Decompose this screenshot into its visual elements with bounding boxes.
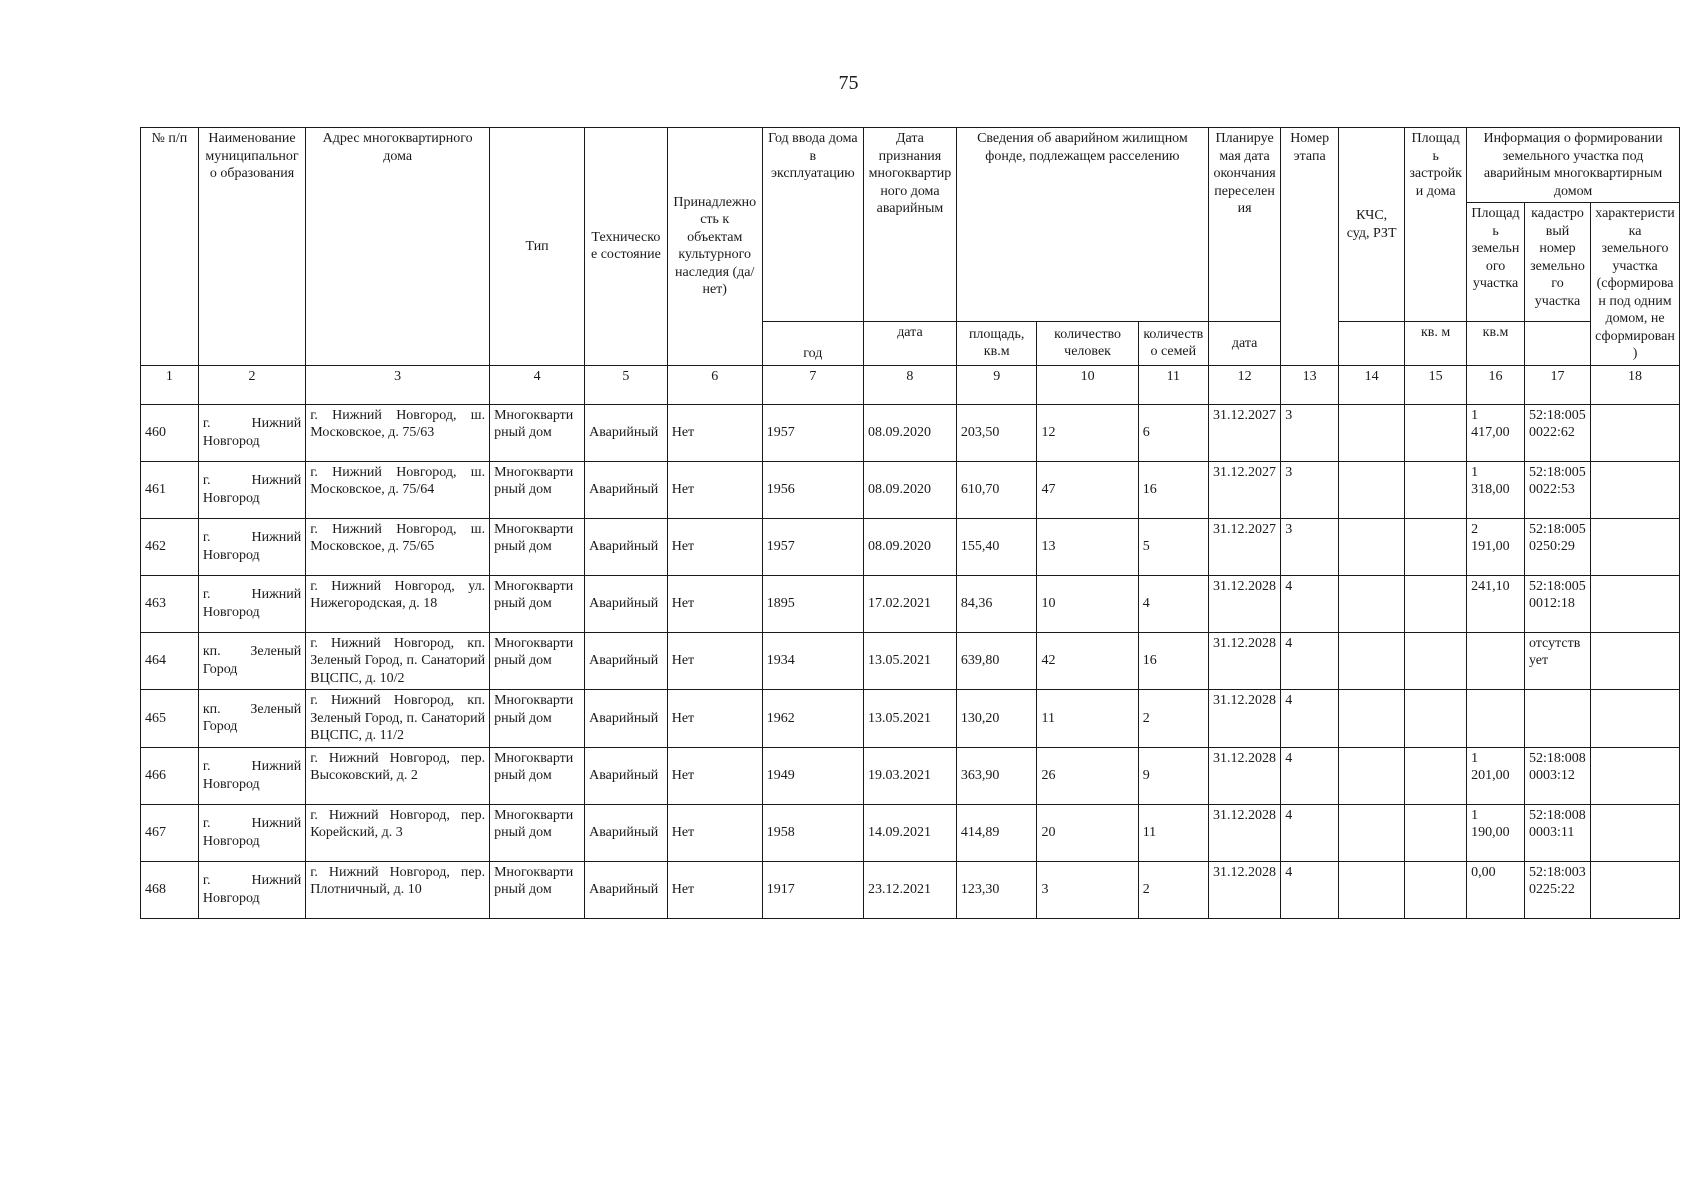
- cell-number: 466: [141, 747, 199, 804]
- header-col-4: Тип: [490, 128, 585, 366]
- cell-land-area: 1 190,00: [1467, 804, 1525, 861]
- cell-stage: 4: [1281, 690, 1339, 748]
- cell-condition: Аварийный: [585, 404, 668, 461]
- cell-planned-date: 31.12.2028: [1208, 690, 1280, 748]
- header-col-16-unit: кв.м: [1467, 322, 1525, 365]
- cell-kchs: [1339, 861, 1405, 918]
- column-number: 15: [1405, 365, 1467, 404]
- cell-planned-date: 31.12.2028: [1208, 575, 1280, 632]
- cell-heritage: Нет: [667, 804, 762, 861]
- cell-land-characteristic: [1591, 747, 1680, 804]
- cell-building-area: [1405, 404, 1467, 461]
- column-number: 18: [1591, 365, 1680, 404]
- cell-building-area: [1405, 575, 1467, 632]
- column-number: 7: [762, 365, 863, 404]
- cell-cadastre: 52:18:0080003:11: [1524, 804, 1590, 861]
- cell-families: 9: [1138, 747, 1208, 804]
- cell-recognition-date: 08.09.2020: [863, 518, 956, 575]
- column-number: 16: [1467, 365, 1525, 404]
- cell-planned-date: 31.12.2028: [1208, 804, 1280, 861]
- cell-kchs: [1339, 461, 1405, 518]
- cell-land-area: 1 417,00: [1467, 404, 1525, 461]
- column-number: 8: [863, 365, 956, 404]
- cell-land-area: 1 201,00: [1467, 747, 1525, 804]
- cell-area: 414,89: [956, 804, 1037, 861]
- header-col-7: Год ввода дома в эксплуатацию: [762, 128, 863, 322]
- cell-number: 467: [141, 804, 199, 861]
- cell-condition: Аварийный: [585, 861, 668, 918]
- cell-municipality: г. Нижний Новгород: [198, 404, 305, 461]
- cell-municipality: г. Нижний Новгород: [198, 861, 305, 918]
- cell-recognition-date: 08.09.2020: [863, 404, 956, 461]
- table-row: [141, 575, 1680, 632]
- table-row: [141, 404, 1680, 461]
- header-col-12-unit: дата: [1208, 322, 1280, 365]
- table-row: [141, 747, 1680, 804]
- cell-cadastre: 52:18:0050012:18: [1524, 575, 1590, 632]
- cell-address: г. Нижний Новгород, ш. Московское, д. 75/65: [306, 518, 490, 575]
- cell-families: 11: [1138, 804, 1208, 861]
- cell-year: 1934: [762, 632, 863, 690]
- cell-people: 42: [1037, 632, 1138, 690]
- cell-area: 84,36: [956, 575, 1037, 632]
- cell-type: Многоквартирный дом: [490, 461, 585, 518]
- cell-area: 123,30: [956, 861, 1037, 918]
- cell-year: 1957: [762, 518, 863, 575]
- cell-kchs: [1339, 632, 1405, 690]
- cell-recognition-date: 17.02.2021: [863, 575, 956, 632]
- cell-cadastre: 52:18:0050250:29: [1524, 518, 1590, 575]
- cell-people: 10: [1037, 575, 1138, 632]
- cell-condition: Аварийный: [585, 747, 668, 804]
- cell-number: 462: [141, 518, 199, 575]
- cell-condition: Аварийный: [585, 461, 668, 518]
- cell-land-characteristic: [1591, 461, 1680, 518]
- cell-kchs: [1339, 690, 1405, 748]
- cell-municipality: г. Нижний Новгород: [198, 747, 305, 804]
- cell-planned-date: 31.12.2027: [1208, 404, 1280, 461]
- cell-year: 1895: [762, 575, 863, 632]
- cell-families: 16: [1138, 632, 1208, 690]
- column-number: 10: [1037, 365, 1138, 404]
- cell-land-characteristic: [1591, 404, 1680, 461]
- column-number: 17: [1524, 365, 1590, 404]
- header-col-13: Номер этапа: [1281, 128, 1339, 366]
- cell-number: 465: [141, 690, 199, 748]
- cell-type: Многоквартирный дом: [490, 861, 585, 918]
- cell-cadastre: 52:18:0080003:12: [1524, 747, 1590, 804]
- header-col-18: характеристика земельного участка (сформирован под одним домом, не сформирован): [1591, 203, 1680, 366]
- cell-municipality: кп. Зеленый Город: [198, 632, 305, 690]
- cell-people: 11: [1037, 690, 1138, 748]
- cell-heritage: Нет: [667, 575, 762, 632]
- header-col-2: Наименование муниципального образования: [198, 128, 305, 366]
- column-number: 1: [141, 365, 199, 404]
- column-number: 2: [198, 365, 305, 404]
- header-col-8-unit: дата: [863, 322, 956, 365]
- header-col-8: Дата признания многоквартирного дома аварийным: [863, 128, 956, 322]
- cell-heritage: Нет: [667, 404, 762, 461]
- cell-area: 203,50: [956, 404, 1037, 461]
- cell-heritage: Нет: [667, 632, 762, 690]
- column-number-row: [141, 365, 1680, 404]
- cell-planned-date: 31.12.2028: [1208, 632, 1280, 690]
- cell-kchs: [1339, 404, 1405, 461]
- cell-type: Многоквартирный дом: [490, 632, 585, 690]
- cell-municipality: кп. Зеленый Город: [198, 690, 305, 748]
- table-row: [141, 461, 1680, 518]
- header-col-17-spacer: [1524, 322, 1590, 365]
- header-col-12: Планируемая дата окончания переселения: [1208, 128, 1280, 322]
- cell-stage: 3: [1281, 404, 1339, 461]
- table-body: [141, 404, 1680, 918]
- cell-address: г. Нижний Новгород, пер. Высоковский, д. 2: [306, 747, 490, 804]
- header-col-3: Адрес многоквартирного дома: [306, 128, 490, 366]
- header-col-11: количество семей: [1138, 322, 1208, 365]
- cell-stage: 4: [1281, 747, 1339, 804]
- cell-building-area: [1405, 747, 1467, 804]
- cell-people: 47: [1037, 461, 1138, 518]
- cell-recognition-date: 14.09.2021: [863, 804, 956, 861]
- cell-planned-date: 31.12.2028: [1208, 861, 1280, 918]
- header-col-5: Техническое состояние: [585, 128, 668, 366]
- housing-table: [140, 127, 1680, 919]
- cell-municipality: г. Нижний Новгород: [198, 804, 305, 861]
- cell-year: 1956: [762, 461, 863, 518]
- page-number: 75: [838, 72, 859, 94]
- cell-stage: 3: [1281, 518, 1339, 575]
- cell-land-characteristic: [1591, 575, 1680, 632]
- cell-land-characteristic: [1591, 632, 1680, 690]
- cell-year: 1917: [762, 861, 863, 918]
- cell-cadastre: 52:18:0050022:53: [1524, 461, 1590, 518]
- cell-stage: 4: [1281, 575, 1339, 632]
- cell-condition: Аварийный: [585, 632, 668, 690]
- column-number: 11: [1138, 365, 1208, 404]
- cell-land-characteristic: [1591, 690, 1680, 748]
- cell-people: 26: [1037, 747, 1138, 804]
- cell-building-area: [1405, 804, 1467, 861]
- cell-type: Многоквартирный дом: [490, 804, 585, 861]
- cell-recognition-date: 08.09.2020: [863, 461, 956, 518]
- cell-year: 1962: [762, 690, 863, 748]
- cell-families: 6: [1138, 404, 1208, 461]
- header-col-7-unit: год: [762, 322, 863, 365]
- header-col-14-spacer: [1339, 322, 1405, 365]
- cell-stage: 4: [1281, 804, 1339, 861]
- cell-planned-date: 31.12.2027: [1208, 461, 1280, 518]
- cell-year: 1957: [762, 404, 863, 461]
- cell-planned-date: 31.12.2027: [1208, 518, 1280, 575]
- cell-kchs: [1339, 518, 1405, 575]
- header-group-16-18: Информация о формировании земельного участка под аварийным многоквартирным домом: [1467, 128, 1680, 203]
- cell-people: 20: [1037, 804, 1138, 861]
- cell-area: 610,70: [956, 461, 1037, 518]
- cell-land-characteristic: [1591, 518, 1680, 575]
- cell-number: 463: [141, 575, 199, 632]
- cell-building-area: [1405, 461, 1467, 518]
- cell-land-characteristic: [1591, 804, 1680, 861]
- cell-kchs: [1339, 575, 1405, 632]
- header-group-9-11: Сведения об аварийном жилищном фонде, подлежащем расселению: [956, 128, 1208, 322]
- cell-municipality: г. Нижний Новгород: [198, 461, 305, 518]
- cell-kchs: [1339, 804, 1405, 861]
- cell-heritage: Нет: [667, 461, 762, 518]
- column-number: 4: [490, 365, 585, 404]
- cell-address: г. Нижний Новгород, ш. Московское, д. 75/64: [306, 461, 490, 518]
- column-number: 5: [585, 365, 668, 404]
- cell-recognition-date: 23.12.2021: [863, 861, 956, 918]
- cell-families: 2: [1138, 861, 1208, 918]
- cell-address: г. Нижний Новгород, ул. Нижегородская, д. 18: [306, 575, 490, 632]
- cell-land-characteristic: [1591, 861, 1680, 918]
- cell-recognition-date: 13.05.2021: [863, 632, 956, 690]
- cell-cadastre: отсутствует: [1524, 632, 1590, 690]
- cell-municipality: г. Нижний Новгород: [198, 518, 305, 575]
- header-col-10: количество человек: [1037, 322, 1138, 365]
- cell-families: 4: [1138, 575, 1208, 632]
- cell-address: г. Нижний Новгород, кп. Зеленый Город, п. Санаторий ВЦСПС, д. 10/2: [306, 632, 490, 690]
- cell-area: 363,90: [956, 747, 1037, 804]
- cell-area: 155,40: [956, 518, 1037, 575]
- cell-address: г. Нижний Новгород, ш. Московское, д. 75/63: [306, 404, 490, 461]
- cell-heritage: Нет: [667, 518, 762, 575]
- cell-type: Многоквартирный дом: [490, 747, 585, 804]
- table-row: [141, 804, 1680, 861]
- cell-building-area: [1405, 861, 1467, 918]
- header-col-6: Принадлежность к объектам культурного наследия (да/нет): [667, 128, 762, 366]
- cell-cadastre: 52:18:0050022:62: [1524, 404, 1590, 461]
- cell-land-area: [1467, 632, 1525, 690]
- cell-cadastre: [1524, 690, 1590, 748]
- cell-number: 460: [141, 404, 199, 461]
- cell-heritage: Нет: [667, 690, 762, 748]
- cell-kchs: [1339, 747, 1405, 804]
- cell-heritage: Нет: [667, 861, 762, 918]
- cell-land-area: [1467, 690, 1525, 748]
- column-number: 3: [306, 365, 490, 404]
- header-col-17: кадастровый номер земельного участка: [1524, 203, 1590, 322]
- column-number: 6: [667, 365, 762, 404]
- cell-land-area: 2 191,00: [1467, 518, 1525, 575]
- cell-type: Многоквартирный дом: [490, 404, 585, 461]
- cell-number: 468: [141, 861, 199, 918]
- cell-cadastre: 52:18:0030225:22: [1524, 861, 1590, 918]
- header-col-16: Площадь земельного участка: [1467, 203, 1525, 322]
- header-col-14: КЧС, суд, РЗТ: [1339, 128, 1405, 322]
- cell-building-area: [1405, 690, 1467, 748]
- cell-recognition-date: 13.05.2021: [863, 690, 956, 748]
- cell-stage: 3: [1281, 461, 1339, 518]
- cell-building-area: [1405, 632, 1467, 690]
- column-number: 12: [1208, 365, 1280, 404]
- cell-type: Многоквартирный дом: [490, 518, 585, 575]
- header-col-1: № п/п: [141, 128, 199, 366]
- cell-land-area: 1 318,00: [1467, 461, 1525, 518]
- cell-stage: 4: [1281, 861, 1339, 918]
- cell-area: 130,20: [956, 690, 1037, 748]
- table-row: [141, 690, 1680, 748]
- cell-condition: Аварийный: [585, 804, 668, 861]
- cell-type: Многоквартирный дом: [490, 690, 585, 748]
- cell-planned-date: 31.12.2028: [1208, 747, 1280, 804]
- cell-condition: Аварийный: [585, 518, 668, 575]
- column-number: 13: [1281, 365, 1339, 404]
- cell-type: Многоквартирный дом: [490, 575, 585, 632]
- cell-building-area: [1405, 518, 1467, 575]
- header-col-9: площадь, кв.м: [956, 322, 1037, 365]
- cell-year: 1949: [762, 747, 863, 804]
- cell-land-area: 0,00: [1467, 861, 1525, 918]
- cell-area: 639,80: [956, 632, 1037, 690]
- cell-municipality: г. Нижний Новгород: [198, 575, 305, 632]
- cell-address: г. Нижний Новгород, кп. Зеленый Город, п. Санаторий ВЦСПС, д. 11/2: [306, 690, 490, 748]
- cell-condition: Аварийный: [585, 690, 668, 748]
- column-number: 14: [1339, 365, 1405, 404]
- header-col-15: Площадь застройки дома: [1405, 128, 1467, 322]
- cell-address: г. Нижний Новгород, пер. Корейский, д. 3: [306, 804, 490, 861]
- table-row: [141, 632, 1680, 690]
- table-row: [141, 518, 1680, 575]
- cell-people: 12: [1037, 404, 1138, 461]
- cell-number: 464: [141, 632, 199, 690]
- header-col-15-unit: кв. м: [1405, 322, 1467, 365]
- cell-families: 5: [1138, 518, 1208, 575]
- cell-number: 461: [141, 461, 199, 518]
- cell-condition: Аварийный: [585, 575, 668, 632]
- table-row: [141, 861, 1680, 918]
- cell-year: 1958: [762, 804, 863, 861]
- cell-address: г. Нижний Новгород, пер. Плотничный, д. 10: [306, 861, 490, 918]
- cell-families: 2: [1138, 690, 1208, 748]
- cell-recognition-date: 19.03.2021: [863, 747, 956, 804]
- cell-families: 16: [1138, 461, 1208, 518]
- cell-people: 3: [1037, 861, 1138, 918]
- column-number: 9: [956, 365, 1037, 404]
- cell-people: 13: [1037, 518, 1138, 575]
- cell-stage: 4: [1281, 632, 1339, 690]
- cell-heritage: Нет: [667, 747, 762, 804]
- cell-land-area: 241,10: [1467, 575, 1525, 632]
